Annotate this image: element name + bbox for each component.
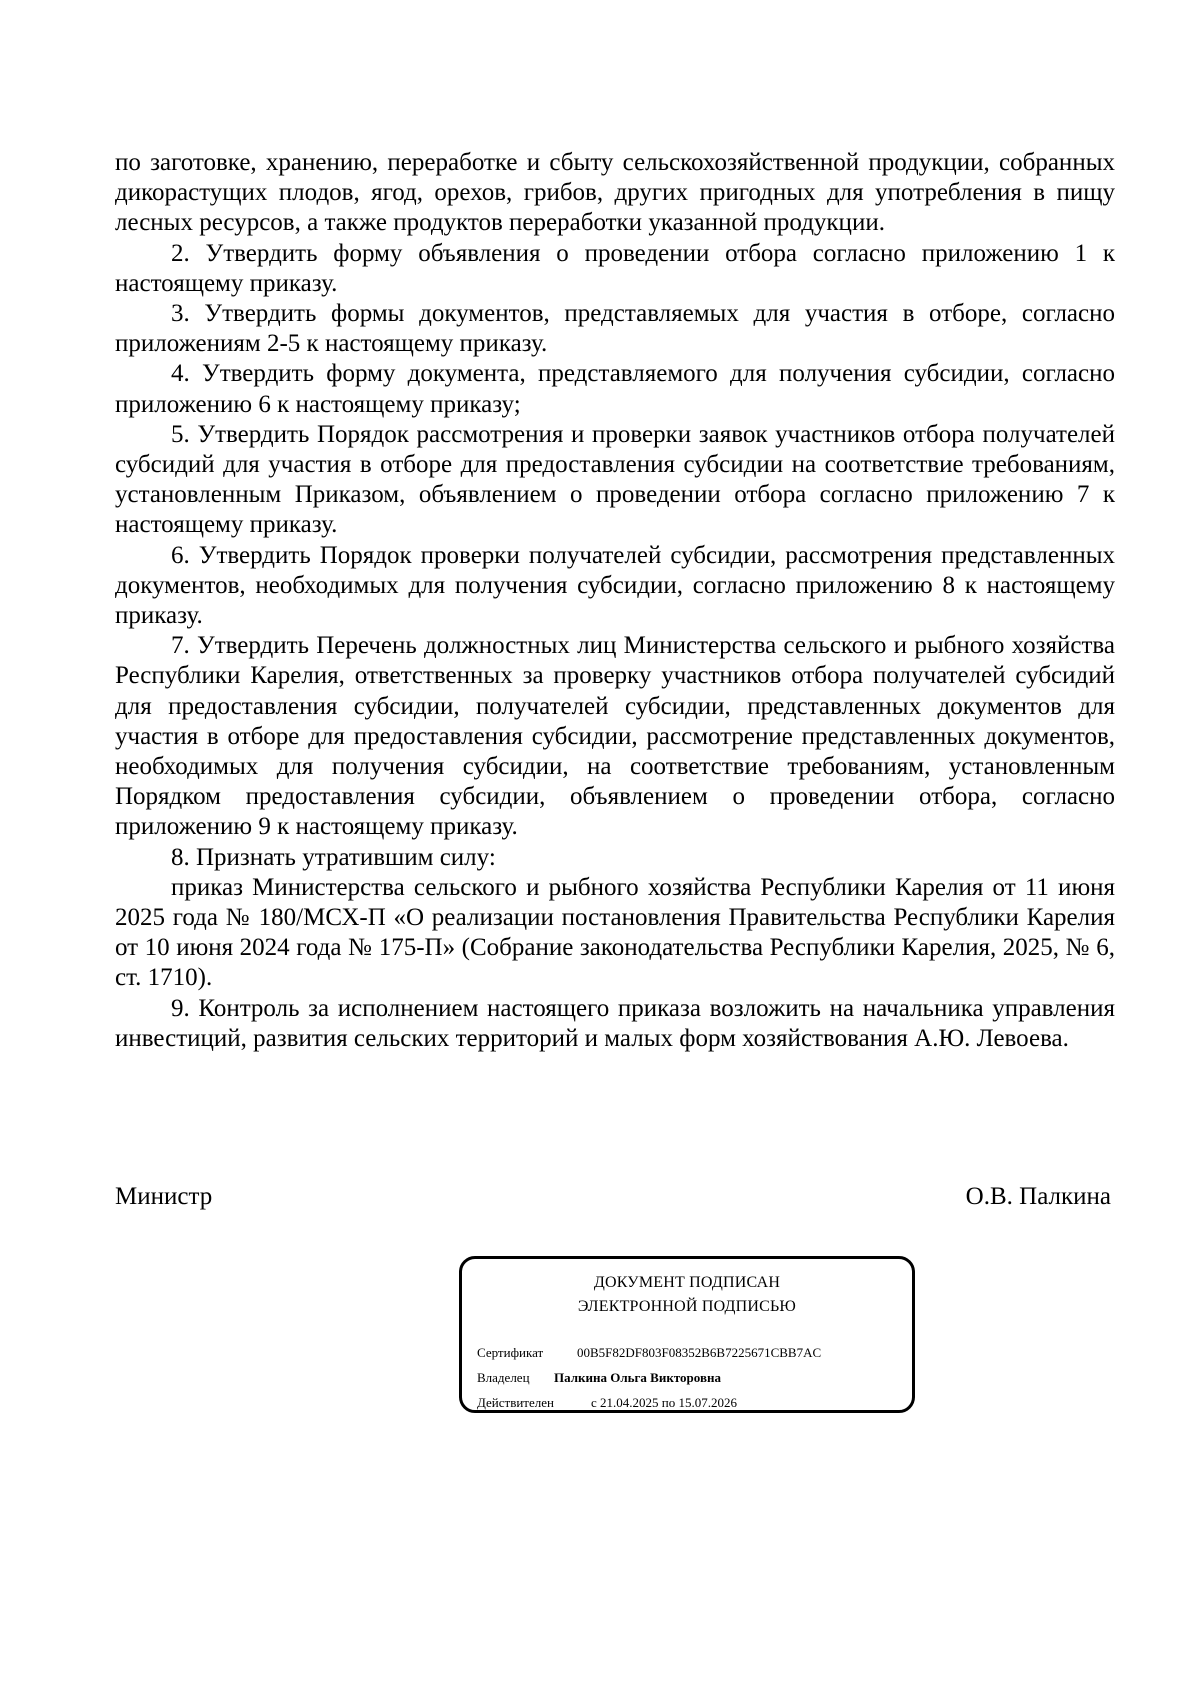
esig-certificate-label: Сертификат (477, 1345, 544, 1360)
paragraph-item-4: 4. Утвердить форму документа, представляемого для получения субсидии, согласно приложению 6 к настоящему приказу; (115, 360, 1115, 418)
paragraph-repealed-order: приказ Министерства сельского и рыбного хозяйства Республики Карелия от 11 июня 2025 года № 180/МСХ-П «О реализации постановления Правительства Республики Карелия от 10 июня 2024 года № 175-П» (Собрание законодательства Республики Карелия, 2025, № 6, ст. 1710). (115, 873, 1115, 992)
esig-validity-label: Действителен (477, 1395, 554, 1410)
esig-owner-row (477, 1370, 721, 1386)
esig-heading-line-1: ДОКУМЕНТ ПОДПИСАН (593, 1274, 781, 1291)
esig-validity-value: с 21.04.2025 по 15.07.2026 (591, 1395, 737, 1410)
esig-owner-value: Палкина Ольга Викторовна (554, 1370, 721, 1385)
esig-heading (462, 1271, 912, 1319)
signatory-name: О.В. Палкина (965, 1183, 1111, 1210)
esig-owner-label: Владелец (477, 1370, 530, 1385)
paragraph-item-7: 7. Утвердить Перечень должностных лиц Министерства сельского и рыбного хозяйства Республики Карелия, ответственных за проверку участников отбора получателей субсидий для предоставления субсидии, получателей субсидии, представленных документов для участия в отборе для предоставления субсидии, рассмотрение представленных документов, необходимых для получения субсидии, на соответствие требованиям, установленным Порядком предоставления субсидии, объявлением о проведении отбора, согласно приложению 9 к настоящему приказу. (115, 632, 1115, 841)
electronic-signature-stamp (459, 1256, 915, 1413)
signatory-title: Министр (115, 1183, 213, 1210)
paragraph-item-2: 2. Утвердить форму объявления о проведении отбора согласно приложению 1 к настоящему приказу. (115, 239, 1115, 297)
esig-validity-row (477, 1395, 737, 1411)
paragraph-item-6: 6. Утвердить Порядок проверки получателей субсидии, рассмотрения представленных документов, необходимых для получения субсидии, согласно приложению 8 к настоящему приказу. (115, 541, 1115, 630)
paragraph-item-5: 5. Утвердить Порядок рассмотрения и проверки заявок участников отбора получателей субсидий для участия в отборе для предоставления субсидии на соответствие требованиям, установленным Приказом, объявлением о проведении отбора согласно приложению 7 к настоящему приказу. (115, 420, 1115, 539)
esig-heading-line-2: ЭЛЕКТРОННОЙ ПОДПИСЬЮ (577, 1298, 797, 1315)
paragraph-item-8: 8. Признать утратившим силу: (171, 843, 496, 871)
paragraph-item-3: 3. Утвердить формы документов, представляемых для участия в отборе, согласно приложениям 2-5 к настоящему приказу. (115, 300, 1115, 358)
esig-certificate-row (477, 1345, 821, 1361)
esig-certificate-value: 00B5F82DF803F08352B6B7225671CBB7AC (577, 1345, 822, 1360)
paragraph-item-9: 9. Контроль за исполнением настоящего приказа возложить на начальника управления инвестиций, развития сельских территорий и малых форм хозяйствования А.Ю. Левоева. (115, 994, 1115, 1052)
paragraph-continuation: по заготовке, хранению, переработке и сбыту сельскохозяйственной продукции, собранных дикорастущих плодов, ягод, орехов, грибов, других пригодных для употребления в пищу лесных ресурсов, а также продуктов переработки указанной продукции. (115, 149, 1115, 237)
document-body (115, 148, 1115, 1054)
